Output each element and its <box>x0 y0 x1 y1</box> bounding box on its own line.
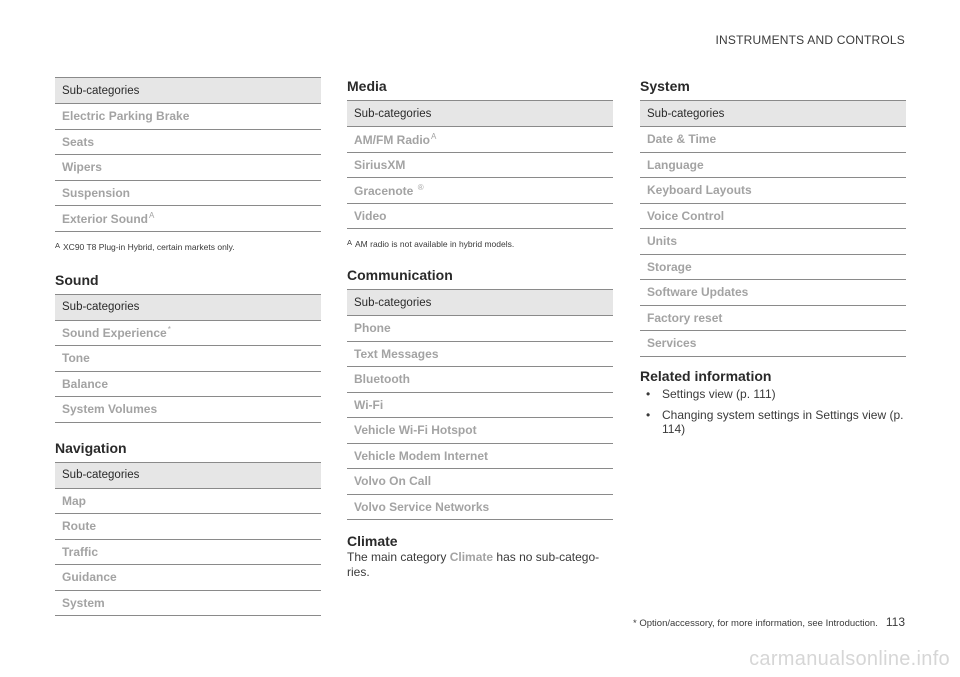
footnote <box>347 238 613 252</box>
table-row <box>55 320 321 346</box>
table-row <box>347 443 613 469</box>
table-row <box>55 565 321 591</box>
menu-item-exterior-sound[interactable] <box>55 206 321 232</box>
table-header: Sub-categories <box>640 101 906 127</box>
sound-subcategories-table <box>55 294 321 423</box>
menu-item-siriusxm[interactable]: SiriusXM <box>347 152 613 178</box>
section-title-sound: Sound <box>55 271 99 288</box>
table-row <box>347 127 613 153</box>
bullet-icon: • <box>646 407 651 422</box>
menu-item-guidance[interactable]: Guidance <box>55 565 321 591</box>
menu-item-tone[interactable]: Tone <box>55 346 321 372</box>
page-header: INSTRUMENTS AND CONTROLS <box>715 33 905 47</box>
menu-item-balance[interactable]: Balance <box>55 371 321 397</box>
menu-item-units[interactable]: Units <box>640 229 906 255</box>
text-segment: has no sub-catego-ries. <box>347 550 600 579</box>
table-row <box>640 305 906 331</box>
table-row <box>347 367 613 393</box>
table-row <box>347 152 613 178</box>
menu-item-electric-parking-brake[interactable]: Electric Parking Brake <box>55 104 321 130</box>
item-label: Exterior Sound <box>62 211 149 226</box>
menu-item-system[interactable]: System <box>55 590 321 616</box>
menu-item-factory-reset[interactable]: Factory reset <box>640 305 906 331</box>
table-header: Sub-categories <box>347 290 613 316</box>
menu-item-seats[interactable]: Seats <box>55 129 321 155</box>
table-row <box>347 178 613 204</box>
column-3 <box>640 77 906 443</box>
menu-item-sound-experience[interactable] <box>55 320 321 346</box>
table-row <box>55 371 321 397</box>
menu-item-map[interactable]: Map <box>55 488 321 514</box>
table-row <box>347 392 613 418</box>
menu-item-vehicle-modem-internet[interactable]: Vehicle Modem Internet <box>347 443 613 469</box>
footnote-mark: A <box>347 238 353 247</box>
menu-item-services[interactable]: Services <box>640 331 906 357</box>
media-subcategories-table <box>347 100 613 229</box>
keyword-climate: Climate <box>449 550 494 564</box>
table-row <box>55 180 321 206</box>
navigation-subcategories-table <box>55 462 321 617</box>
menu-item-software-updates[interactable]: Software Updates <box>640 280 906 306</box>
section-title-system: System <box>640 78 690 94</box>
menu-item-phone[interactable]: Phone <box>347 316 613 342</box>
column-2 <box>347 77 613 580</box>
registered-mark: ® <box>417 182 424 192</box>
option-mark: * <box>167 325 171 335</box>
menu-item-date-time[interactable]: Date & Time <box>640 127 906 153</box>
table-row <box>640 152 906 178</box>
menu-item-wifi[interactable]: Wi-Fi <box>347 392 613 418</box>
footnote-text: XC90 T8 Plug-in Hybrid, certain markets only. <box>63 241 235 252</box>
vehicle-subcategories-table <box>55 77 321 232</box>
menu-item-volvo-service-networks[interactable]: Volvo Service Networks <box>347 494 613 520</box>
item-label: Gracenote <box>354 183 414 198</box>
table-row <box>347 469 613 495</box>
menu-item-voice-control[interactable]: Voice Control <box>640 203 906 229</box>
table-row <box>640 229 906 255</box>
system-subcategories-table <box>640 100 906 357</box>
footer-note: * Option/accessory, for more information, see Introduction. <box>633 618 878 629</box>
link-text: Changing system settings in Settings view (p. 114) <box>662 407 904 436</box>
related-link-changing-system-settings[interactable] <box>640 408 906 436</box>
table-header: Sub-categories <box>55 294 321 320</box>
section-title-climate: Climate <box>347 533 398 549</box>
related-link-settings-view[interactable] <box>640 387 906 401</box>
table-row <box>640 254 906 280</box>
section-title-media: Media <box>347 78 387 94</box>
menu-item-suspension[interactable]: Suspension <box>55 180 321 206</box>
section-title-navigation: Navigation <box>55 439 127 456</box>
table-row <box>55 539 321 565</box>
menu-item-vehicle-wifi-hotspot[interactable]: Vehicle Wi-Fi Hotspot <box>347 418 613 444</box>
footnote <box>55 241 321 255</box>
table-row <box>347 203 613 229</box>
item-label: AM/FM Radio <box>354 132 430 147</box>
link-text: Settings view (p. 111) <box>662 386 776 401</box>
page-footer <box>633 615 905 629</box>
menu-item-bluetooth[interactable]: Bluetooth <box>347 367 613 393</box>
menu-item-gracenote[interactable] <box>347 178 613 204</box>
footnote-ref: A <box>431 131 437 141</box>
menu-item-video[interactable]: Video <box>347 203 613 229</box>
menu-item-language[interactable]: Language <box>640 152 906 178</box>
table-header: Sub-categories <box>55 462 321 488</box>
related-links-list <box>640 387 906 436</box>
table-row <box>640 127 906 153</box>
table-row <box>55 155 321 181</box>
watermark: carmanualsonline.info <box>749 648 950 670</box>
table-row <box>55 346 321 372</box>
table-row <box>55 514 321 540</box>
footnote-text: AM radio is not available in hybrid models. <box>355 239 515 249</box>
menu-item-text-messages[interactable]: Text Messages <box>347 341 613 367</box>
column-1 <box>55 77 321 616</box>
section-title-communication: Communication <box>347 267 453 283</box>
item-label: Sound Experience <box>62 326 167 341</box>
table-header: Sub-categories <box>55 78 321 104</box>
table-row <box>640 331 906 357</box>
table-row <box>347 418 613 444</box>
table-row <box>55 397 321 423</box>
communication-subcategories-table <box>347 289 613 520</box>
table-row <box>640 178 906 204</box>
climate-description <box>347 550 613 580</box>
text-segment: The main category <box>347 550 450 564</box>
table-row <box>640 280 906 306</box>
footnote-mark: A <box>55 240 61 250</box>
menu-item-wipers[interactable]: Wipers <box>55 155 321 181</box>
table-row <box>55 488 321 514</box>
menu-item-volvo-on-call[interactable]: Volvo On Call <box>347 469 613 495</box>
table-row <box>347 341 613 367</box>
page-number: 113 <box>885 615 905 629</box>
table-row <box>55 129 321 155</box>
menu-item-route[interactable]: Route <box>55 514 321 540</box>
table-row <box>55 206 321 232</box>
table-header: Sub-categories <box>347 101 613 127</box>
table-row <box>640 203 906 229</box>
footnote-ref: A <box>149 210 155 220</box>
table-row <box>55 590 321 616</box>
table-row <box>347 316 613 342</box>
table-row <box>55 104 321 130</box>
table-row <box>347 494 613 520</box>
menu-item-traffic[interactable]: Traffic <box>55 539 321 565</box>
menu-item-storage[interactable]: Storage <box>640 254 906 280</box>
menu-item-keyboard-layouts[interactable]: Keyboard Layouts <box>640 178 906 204</box>
bullet-icon: • <box>646 386 651 401</box>
menu-item-am-fm-radio[interactable] <box>347 127 613 153</box>
menu-item-system-volumes[interactable]: System Volumes <box>55 397 321 423</box>
section-title-related-information: Related information <box>640 367 772 384</box>
